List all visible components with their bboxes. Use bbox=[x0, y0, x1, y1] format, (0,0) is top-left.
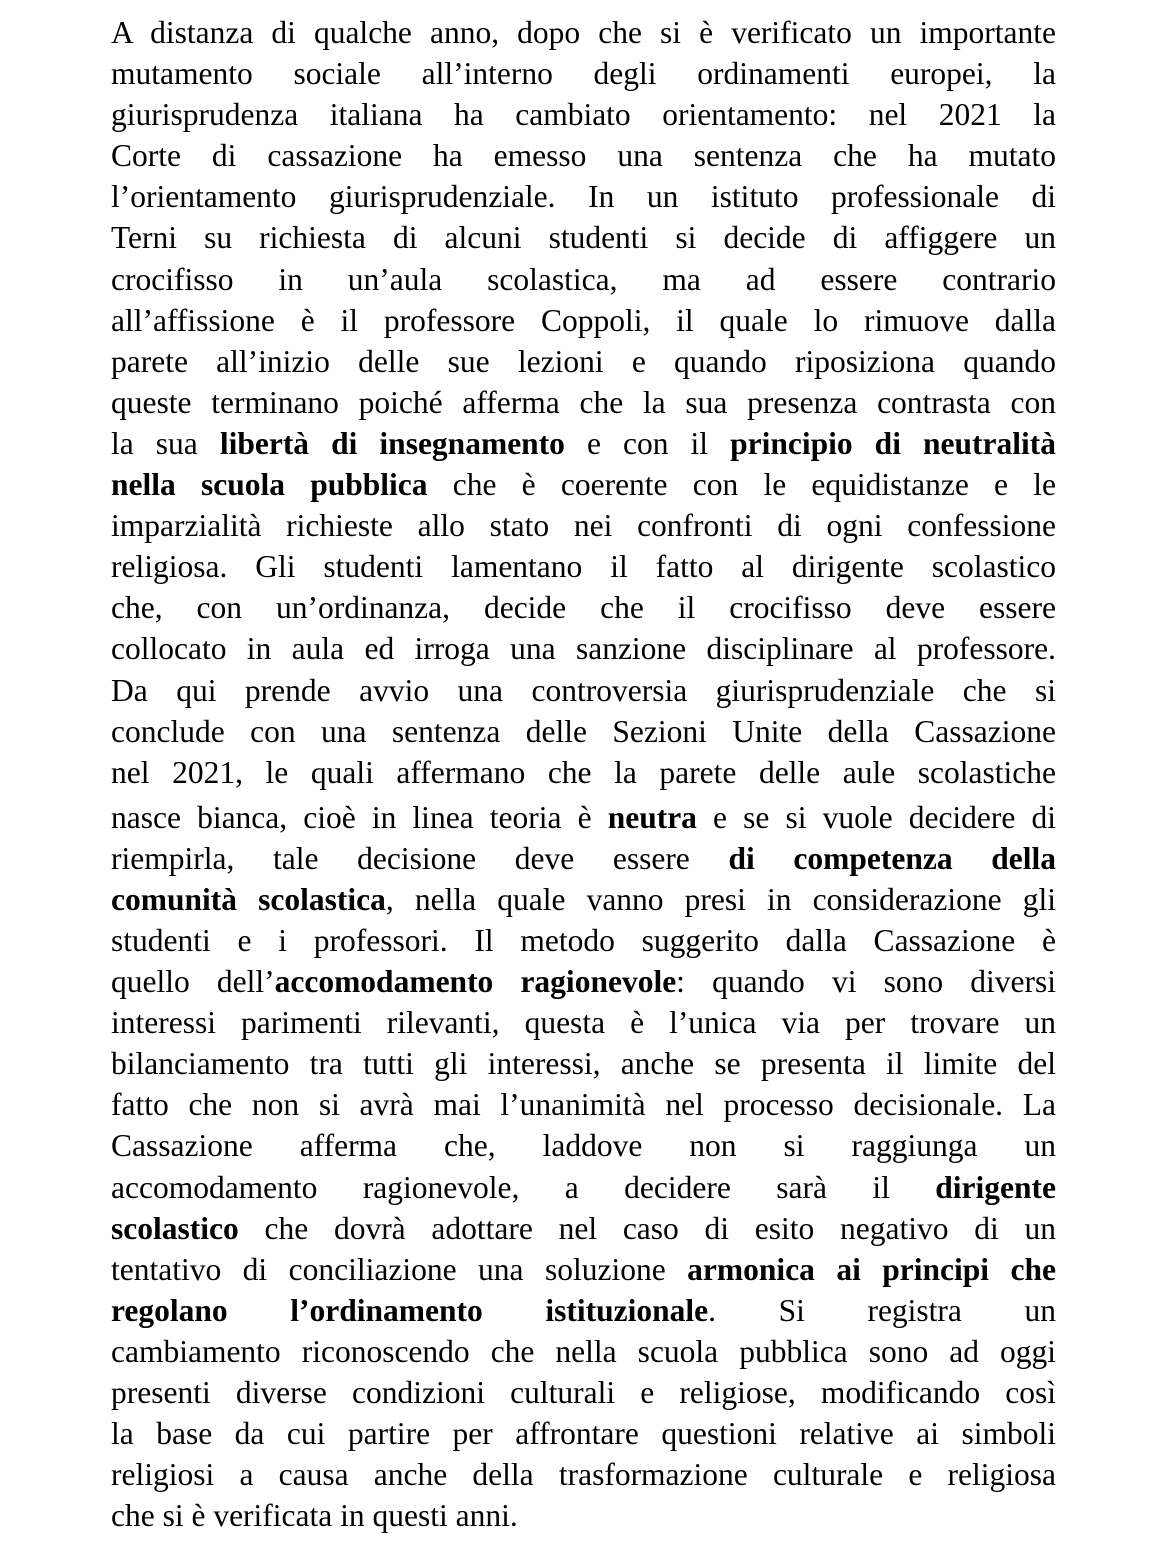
bold-emphasis: principio di neutralità bbox=[730, 425, 1056, 461]
text-line bbox=[111, 1084, 1056, 1125]
text-run: collocato in aula ed irroga una sanzione disciplinare al professore. bbox=[111, 631, 1056, 667]
bold-emphasis: regolano l’ordinamento istituzionale bbox=[111, 1292, 709, 1328]
text-run: che dovrà adottare nel caso di esito negativo di un bbox=[238, 1210, 1056, 1246]
bold-emphasis: comunità scolastica bbox=[111, 881, 386, 917]
text-run: interessi parimenti rilevanti, questa è l’unica via per trovare un bbox=[111, 1005, 1056, 1041]
text-run: che, con un’ordinanza, decide che il crocifisso deve essere bbox=[111, 590, 1056, 626]
text-run: Terni su richiesta di alcuni studenti si decide di affiggere un bbox=[111, 220, 1056, 256]
text-run: l’orientamento giurisprudenziale. In un istituto professionale di bbox=[111, 179, 1056, 215]
text-run: giurisprudenza italiana ha cambiato orientamento: nel 2021 la bbox=[111, 97, 1056, 133]
text-line bbox=[111, 1454, 1056, 1495]
text-line bbox=[111, 1208, 1056, 1249]
bold-emphasis: accomodamento ragionevole bbox=[274, 964, 677, 1000]
bold-emphasis: nella scuola pubblica bbox=[111, 467, 428, 503]
text-line bbox=[111, 1372, 1056, 1413]
text-line bbox=[111, 546, 1056, 587]
text-run: religiosa. Gli studenti lamentano il fatto al dirigente scolastico bbox=[111, 549, 1056, 585]
text-line bbox=[111, 628, 1056, 669]
text-run: studenti e i professori. Il metodo suggerito dalla Cassazione è bbox=[111, 922, 1056, 958]
text-line bbox=[111, 920, 1056, 961]
text-run: Corte di cassazione ha emesso una sentenza che ha mutato bbox=[111, 138, 1056, 174]
text-run: e se si vuole decidere di bbox=[696, 799, 1056, 835]
text-line bbox=[111, 838, 1056, 879]
text-line bbox=[111, 135, 1056, 176]
text-run: la sua bbox=[111, 425, 220, 461]
text-line bbox=[111, 1413, 1056, 1454]
text-line bbox=[111, 176, 1056, 217]
text-run: che si è verificata in questi anni. bbox=[111, 1498, 518, 1534]
text-run: fatto che non si avrà mai l’unanimità nel processo decisionale. La bbox=[111, 1087, 1056, 1123]
text-run: nasce bianca, cioè in linea teoria è bbox=[111, 799, 608, 835]
document-page bbox=[111, 12, 1056, 1536]
text-line bbox=[111, 1167, 1056, 1208]
bold-emphasis: dirigente bbox=[935, 1169, 1056, 1205]
text-run: all’affissione è il professore Coppoli, il quale lo rimuove dalla bbox=[111, 302, 1056, 338]
text-run: la base da cui partire per affrontare questioni relative ai simboli bbox=[111, 1416, 1056, 1452]
text-line bbox=[111, 961, 1056, 1002]
text-line bbox=[111, 670, 1056, 711]
text-run: presenti diverse condizioni culturali e religiose, modificando così bbox=[111, 1375, 1056, 1410]
text-line bbox=[111, 587, 1056, 628]
text-run: Da qui prende avvio una controversia giurisprudenziale che si bbox=[111, 672, 1056, 708]
text-run: nel 2021, le quali affermano che la parete delle aule scolastiche bbox=[111, 754, 1056, 790]
text-run: mutamento sociale all’interno degli ordinamenti europei, la bbox=[111, 56, 1056, 92]
text-run: . Si registra un bbox=[708, 1292, 1056, 1328]
body-paragraph bbox=[111, 12, 1056, 1536]
text-line bbox=[111, 12, 1056, 53]
text-line bbox=[111, 505, 1056, 546]
text-line bbox=[111, 300, 1056, 341]
text-run: A distanza di qualche anno, dopo che si è verificato un importante bbox=[111, 15, 1056, 50]
text-line bbox=[111, 1290, 1056, 1331]
text-line bbox=[111, 793, 1056, 838]
text-line bbox=[111, 711, 1056, 752]
text-run: : quando vi sono diversi bbox=[676, 964, 1056, 1000]
text-run: crocifisso in un’aula scolastica, ma ad essere contrario bbox=[111, 261, 1056, 297]
text-line bbox=[111, 1495, 1056, 1536]
bold-emphasis: neutra bbox=[607, 799, 697, 835]
text-run: che è coerente con le equidistanze e le bbox=[427, 467, 1056, 503]
text-run: Cassazione afferma che, laddove non si raggiunga un bbox=[111, 1128, 1056, 1164]
text-line bbox=[111, 879, 1056, 920]
text-line bbox=[111, 1043, 1056, 1084]
text-run: tentativo di conciliazione una soluzione bbox=[111, 1251, 688, 1287]
text-line bbox=[111, 423, 1056, 464]
bold-emphasis: libertà di insegnamento bbox=[219, 425, 565, 461]
bold-emphasis: di competenza della bbox=[728, 840, 1056, 876]
text-run: religiosi a causa anche della trasformazione culturale e religiosa bbox=[111, 1457, 1056, 1493]
text-line bbox=[111, 341, 1056, 382]
text-run: imparzialità richieste allo stato nei confronti di ogni confessione bbox=[111, 508, 1056, 544]
bold-emphasis: armonica ai principi che bbox=[687, 1251, 1056, 1287]
text-run: , nella quale vanno presi in considerazione gli bbox=[385, 881, 1056, 917]
text-line bbox=[111, 382, 1056, 423]
text-line bbox=[111, 1331, 1056, 1372]
text-line bbox=[111, 752, 1056, 793]
text-line bbox=[111, 1249, 1056, 1290]
text-run: quello dell’ bbox=[111, 964, 275, 1000]
text-line bbox=[111, 464, 1056, 505]
text-run: conclude con una sentenza delle Sezioni Unite della Cassazione bbox=[111, 713, 1056, 749]
text-run: accomodamento ragionevole, a decidere sarà il bbox=[111, 1169, 936, 1205]
text-run: queste terminano poiché afferma che la sua presenza contrasta con bbox=[111, 384, 1056, 420]
text-line bbox=[111, 53, 1056, 94]
text-line bbox=[111, 1002, 1056, 1043]
text-line bbox=[111, 259, 1056, 300]
text-line bbox=[111, 1125, 1056, 1166]
text-line bbox=[111, 217, 1056, 258]
bold-emphasis: scolastico bbox=[111, 1210, 239, 1246]
text-line bbox=[111, 94, 1056, 135]
text-run: parete all’inizio delle sue lezioni e quando riposiziona quando bbox=[111, 343, 1056, 379]
text-run: riempirla, tale decisione deve essere bbox=[111, 840, 729, 876]
text-run: e con il bbox=[564, 425, 731, 461]
text-run: cambiamento riconoscendo che nella scuola pubblica sono ad oggi bbox=[111, 1333, 1056, 1369]
text-run: bilanciamento tra tutti gli interessi, anche se presenta il limite del bbox=[111, 1046, 1056, 1082]
